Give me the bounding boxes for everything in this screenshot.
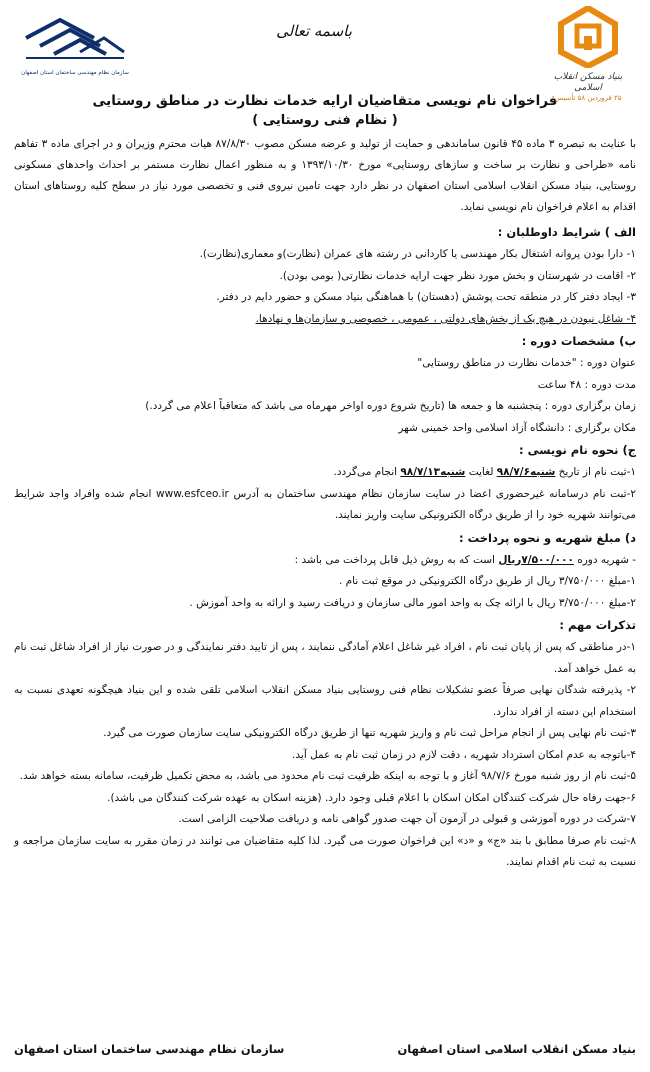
- nezam-mohandesi-logo: [20, 12, 130, 76]
- section-b-item: مکان برگزاری : دانشگاه آزاد اسلامی واحد خمینی شهر: [398, 421, 636, 434]
- left-logo-caption: سازمان نظام مهندسی ساختمان استان اصفهان: [21, 70, 129, 76]
- c1-post: انجام می‌گردد.: [333, 466, 401, 478]
- note-item: ۳-ثبت نام نهایی پس از انجام مراحل ثبت نام و واریز شهریه تنها از طریق درگاه الکترونیکی سایت سازمان صورت می گیرد.: [103, 727, 636, 739]
- footer-bonyad-maskan: بنیاد مسکن انقلاب اسلامی استان اصفهان: [397, 1042, 636, 1056]
- section-c-item-1: [14, 462, 636, 484]
- announcement-title: فراخوان نام نویسی متقاضیان ارایه خدمات نظارت در مناطق روستایی: [92, 93, 558, 109]
- section-d-heading: د) مبلغ شهریه و نحوه پرداخت :: [458, 530, 636, 545]
- footer-nezam-mohandesi: سازمان نظام مهندسی ساختمان استان اصفهان: [14, 1042, 285, 1056]
- section-d-item: ۲-مبلغ ۳/۷۵۰/۰۰۰ ریال با ارائه چک به واحد امور مالی سازمان و دریافت رسید و ارائه به واحد آموزش .: [189, 596, 636, 609]
- note-item: ۵-ثبت نام از روز شنبه مورخ ۹۸/۷/۶ آغاز و با توجه به اینکه ظرفیت ثبت نام محدود می باشد، به محض تکمیل ظرفیت، سامانه بسته خواهد شد.: [19, 770, 636, 782]
- section-a-item: ۲- اقامت در شهرستان و بخش مورد نظر جهت ارایه خدمات نظارتی( بومی بودن).: [279, 269, 636, 282]
- notes-heading: تذکرات مهم :: [559, 618, 636, 632]
- note-item: ۱-در مناطقی که پس از پایان ثبت نام ، افراد غیر شاغل اعلام آمادگی ننمایند ، پس از تایید دفتر نمایندگی و در صورت نیاز از افراد شاغل ثبت نام به عمل خواهد آمد.: [14, 641, 636, 675]
- c2-post: انجام شده وافراد واجد شرایط می‌توانند شهریه خود را از طریق درگاه الکترونیکی سایت واریز نمایند.: [14, 487, 636, 521]
- c1-mid: لغایت: [465, 466, 497, 478]
- section-c-heading: ج) نحوه نام نویسی :: [518, 443, 636, 457]
- note-item: ۶-جهت رفاه حال شرکت کنندگان امکان اسکان با اعلام قبلی وجود دارد. (هزینه اسکان به عهده شرکت کنندگان می باشد).: [107, 791, 636, 804]
- bonyad-maskan-logo: [550, 6, 626, 103]
- d0-pre: - شهریه دوره: [573, 553, 636, 566]
- announcement-subtitle: ( نظام فنی روستایی ): [252, 113, 398, 128]
- section-c-item-2: [14, 484, 636, 527]
- intro-paragraph: با عنایت به تبصره ۳ ماده ۴۵ قانون ساماندهی و حمایت از تولید و عرضه مسکن مصوب ۸۷/۸/۳۰ هیات محترم وزیران و در اجرای ماده ۳ تفاهم نامه «طراحی و نظارت بر ساخت و سازهای روستایی» مورخ ۱۳۹۳/۱۰/۳۰ و به منظور اعمال نظارت مستمر بر احداث واحدهای مسکونی روستایی، بنیاد مسکن انقلاب اسلامی استان اصفهان در نظر دارد جهت تامین نیروی فنی و تخصصی مورد نیاز در سطح کلیه روستاهای استان اقدام به اعلام فراخوان نام نویسی نماید.: [14, 138, 637, 213]
- c1-pre: ۱-ثبت نام از تاریخ: [555, 466, 636, 478]
- section-d-line-0: [14, 550, 636, 572]
- signature-footer: [14, 1042, 636, 1064]
- registration-start-date: شنبه۹۸/۷/۶: [496, 466, 556, 478]
- section-b-item: زمان برگزاری دوره : پنجشنبه ها و جمعه ها (تاریخ شروع دوره اواخر مهرماه می باشد که متعاقباً اعلام می گردد.): [145, 400, 636, 412]
- section-a-heading: الف ) شرایط داوطلبان :: [497, 225, 636, 239]
- note-item: ۴-باتوجه به عدم امکان استرداد شهریه ، دقت لازم در زمان ثبت نام به عمل آید.: [292, 748, 636, 761]
- section-b-item: مدت دوره : ۴۸ ساعت: [537, 378, 636, 391]
- section-d-item: ۱-مبلغ ۳/۷۵۰/۰۰۰ ریال از طریق درگاه الکترونیکی در موقع ثبت نام .: [338, 575, 636, 587]
- section-b-item: عنوان دوره : "خدمات نظارت در مناطق روستایی": [417, 357, 636, 369]
- d0-post: است که به روش ذیل قابل پرداخت می باشد :: [294, 553, 499, 566]
- section-a-item: [14, 309, 636, 331]
- right-logo-subcaption: ۲۵ فروردین ۵۸ تأسیس: [554, 94, 622, 102]
- bismillah: باسمه تعالی: [276, 22, 352, 40]
- nezam-mohandesi-emblem-icon: [20, 12, 130, 64]
- note-item: ۷-شرکت در دوره آموزشی و قبولی در آزمون آن جهت صدور گواهی نامه و دریافت صلاحیت الزامی است.: [178, 813, 636, 825]
- tuition-amount: ۷/۵۰۰/۰۰۰ریال: [498, 553, 574, 566]
- website-link[interactable]: www.esfceo.ir: [156, 487, 229, 500]
- section-a-item: ۱- دارا بودن پروانه اشتغال بکار مهندسی یا کاردانی در رشته های عمران (نظارت)و معماری(نظارت).: [199, 248, 636, 260]
- section-a-item: ۳- ایجاد دفتر کار در منطقه تحت پوشش (دهستان) با هماهنگی بنیاد مسکن و حضور دایم در دفتر.: [216, 291, 636, 303]
- right-logo-caption: بنیاد مسکن انقلاب اسلامی: [553, 72, 623, 93]
- section-b-heading: ب) مشخصات دوره :: [521, 334, 636, 348]
- registration-end-date: شنبه۹۸/۷/۱۳: [400, 466, 466, 478]
- bonyad-maskan-emblem-icon: [557, 6, 619, 68]
- c2-pre: ۲-ثبت نام درسامانه غیرحضوری اعضا در سایت سازمان نظام مهندسی ساختمان به آدرس: [228, 487, 636, 500]
- section-a-item-4-text: ۴- شاغل نبودن در هیچ یک از بخش‌های دولتی ، عمومی ، خصوصی و سازمان‌ها و نهادها.: [255, 312, 636, 325]
- note-item: ۸-ثبت نام صرفا مطابق با بند «ج» و «د» این فراخوان صورت می گیرد. لذا کلیه متقاضیان می توانند در زمان مقرر به سایت سازمان مراجعه و نسبت به ثبت نام اقدام نمایند.: [14, 834, 636, 868]
- note-item: ۲- پذیرفته شدگان نهایی صرفاً عضو تشکیلات نظام فنی روستایی بنیاد مسکن انقلاب اسلامی تلقی شده و این بنیاد هیچگونه تعهدی نسبت به استخدام این دسته از افراد ندارد.: [14, 684, 636, 718]
